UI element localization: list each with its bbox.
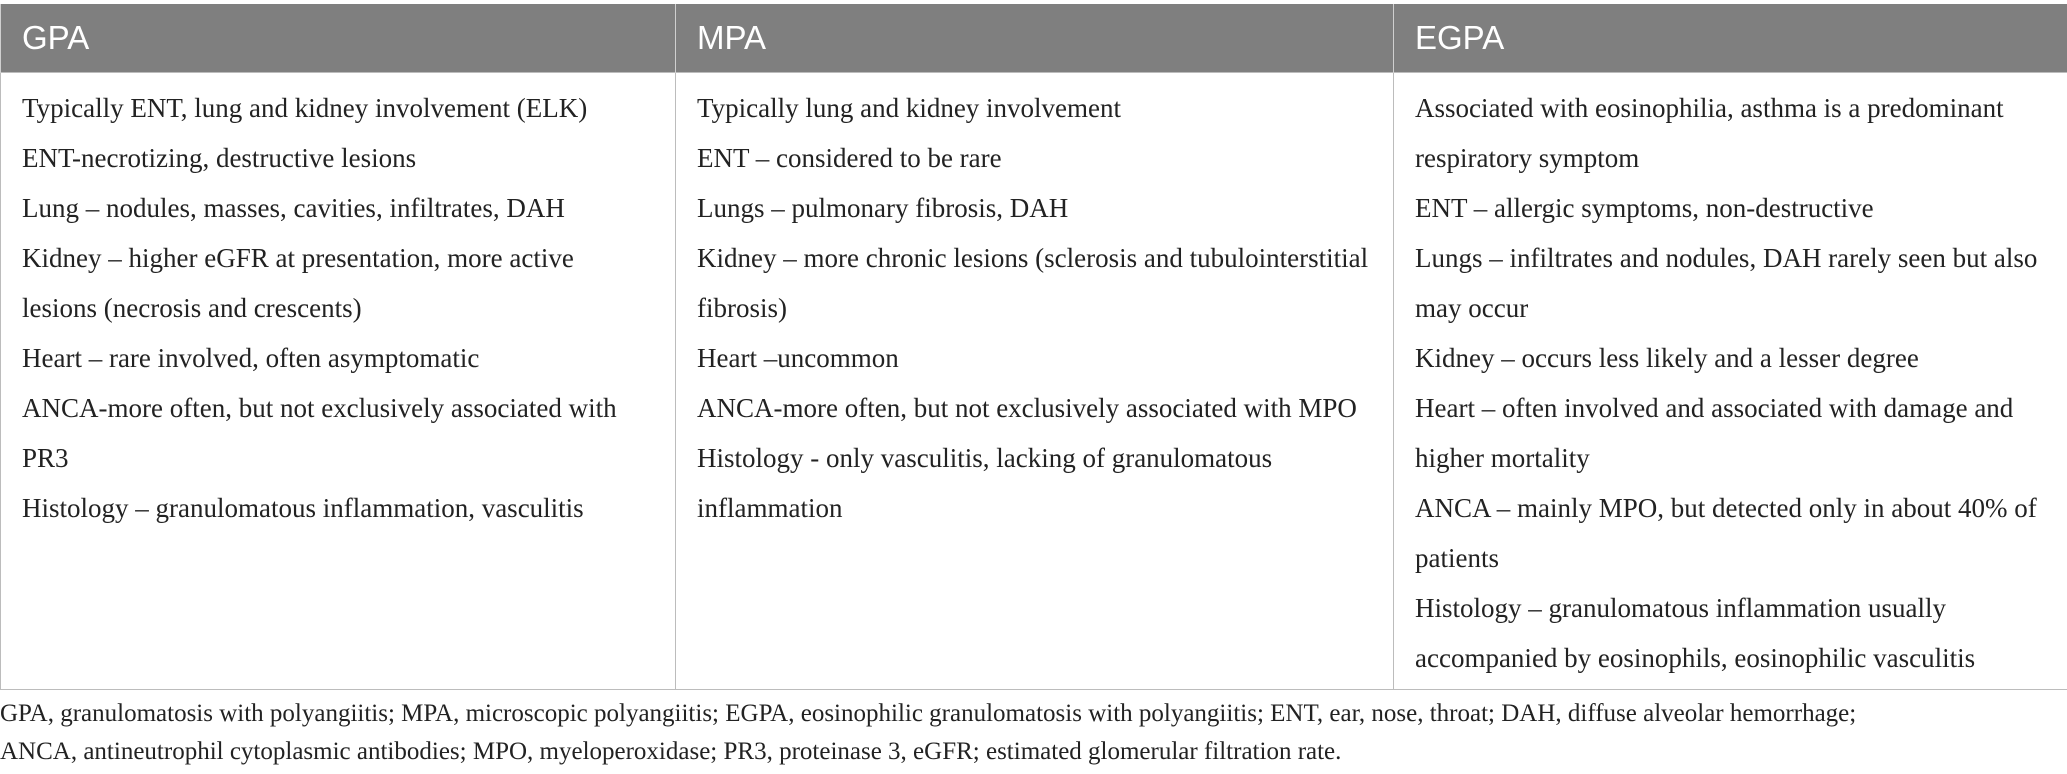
vasculitis-comparison-table [0,4,2067,690]
gpa-line: Lung – nodules, masses, cavities, infiltrates, DAH [22,193,565,223]
egpa-line: ANCA – mainly MPO, but detected only in about 40% of patients [1415,493,2037,573]
mpa-line: ENT – considered to be rare [697,143,1002,173]
header-row [1,4,2067,73]
mpa-line: ANCA-more often, but not exclusively associated with MPO [697,393,1357,423]
mpa-line: Kidney – more chronic lesions (sclerosis and tubulointerstitial fibrosis) [697,243,1369,323]
mpa-line: Lungs – pulmonary fibrosis, DAH [697,193,1069,223]
egpa-line: Kidney – occurs less likely and a lesser degree [1415,343,1919,373]
egpa-line: Associated with eosinophilia, asthma is a predominant respiratory symptom [1415,93,2004,173]
header-egpa: EGPA [1394,4,2067,73]
mpa-line: Heart –uncommon [697,343,899,373]
table-body [1,73,2067,690]
footnote-line-1: GPA, granulomatosis with polyangiitis; MPA, microscopic polyangiitis; EGPA, eosinophilic granulomatosis with polyangiitis; ENT, ear, nose, throat; DAH, diffuse alveolar hemorrhage; [0,700,1857,727]
egpa-cell [1394,73,2067,690]
table-footnote [0,695,2060,771]
header-mpa: MPA [676,4,1394,73]
gpa-cell [1,73,676,690]
gpa-line: ANCA-more often, but not exclusively associated with PR3 [22,393,617,473]
egpa-line: Histology – granulomatous inflammation usually accompanied by eosinophils, eosinophilic vasculitis [1415,593,1976,673]
header-gpa: GPA [1,4,676,73]
mpa-cell [676,73,1394,690]
gpa-line: ENT-necrotizing, destructive lesions [22,143,417,173]
comparison-table-container [0,4,2067,690]
gpa-line: Histology – granulomatous inflammation, vasculitis [22,493,584,523]
egpa-line: Heart – often involved and associated with damage and higher mortality [1415,393,2014,473]
mpa-line: Typically lung and kidney involvement [697,93,1122,123]
egpa-line: ENT – allergic symptoms, non-destructive [1415,193,1874,223]
table-row [1,73,2067,690]
table-header [1,4,2067,73]
mpa-line: Histology - only vasculitis, lacking of granulomatous inflammation [697,443,1273,523]
gpa-line: Typically ENT, lung and kidney involvement (ELK) [22,93,588,123]
gpa-line: Heart – rare involved, often asymptomatic [22,343,480,373]
gpa-line: Kidney – higher eGFR at presentation, more active lesions (necrosis and crescents) [22,243,574,323]
footnote-line-2: ANCA, antineutrophil cytoplasmic antibodies; MPO, myeloperoxidase; PR3, proteinase 3, eGFR; estimated glomerular filtration rate. [0,738,1342,765]
egpa-line: Lungs – infiltrates and nodules, DAH rarely seen but also may occur [1415,243,2038,323]
